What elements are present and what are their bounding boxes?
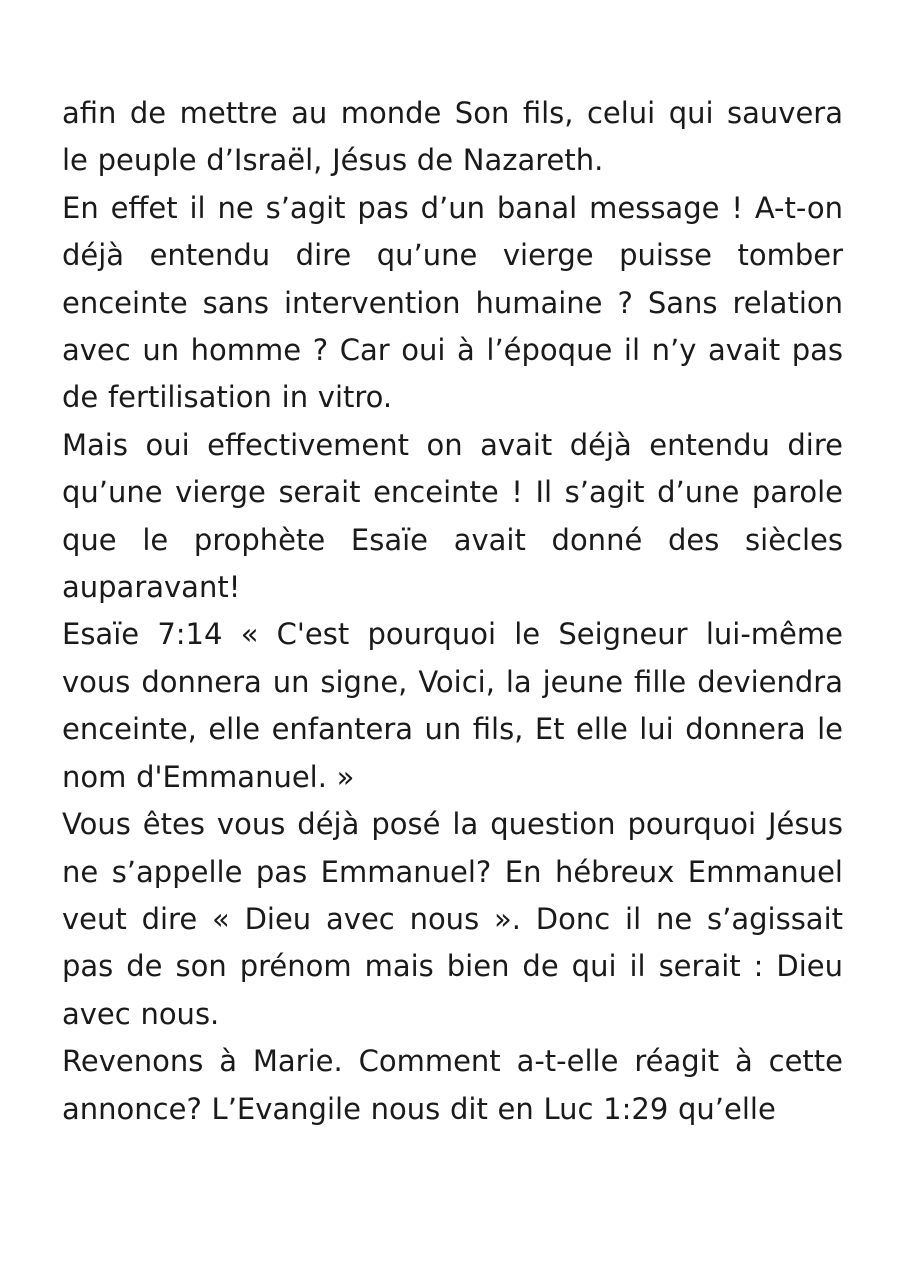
paragraph-6: Revenons à Marie. Comment a-t-elle réagit à cette annonce? L’Evangile nous dit en Luc 1:29 qu’elle	[62, 1044, 843, 1126]
paragraph-4-scripture-quote: Esaïe 7:14 « C'est pourquoi le Seigneur lui-même vous donnera un signe, Voici, la jeune fille deviendra enceinte, elle enfantera un fils, Et elle lui donnera le nom d'Emmanuel. »	[62, 617, 843, 794]
paragraph-2: En effet il ne s’agit pas d’un banal message ! A-t-on déjà entendu dire qu’une vierge puisse tomber enceinte sans intervention humaine ? Sans relation avec un homme ? Car oui à l’époque il n’y avait pas de fertilisation in vitro.	[62, 190, 843, 415]
paragraph-3: Mais oui effectivement on avait déjà entendu dire qu’une vierge serait enceinte ! Il s’agit d’une parole que le prophète Esaïe avait donné des siècles auparavant!	[62, 427, 843, 605]
document-page	[62, 90, 843, 1133]
paragraph-5: Vous êtes vous déjà posé la question pourquoi Jésus ne s’appelle pas Emmanuel? En hébreux Emmanuel veut dire « Dieu avec nous ». Donc il ne s’agissait pas de son prénom mais bien de qui il serait : Dieu avec nous.	[62, 807, 843, 1031]
paragraph-1: afin de mettre au monde Son fils, celui qui sauvera le peuple d’Israël, Jésus de Nazareth.	[62, 96, 843, 178]
